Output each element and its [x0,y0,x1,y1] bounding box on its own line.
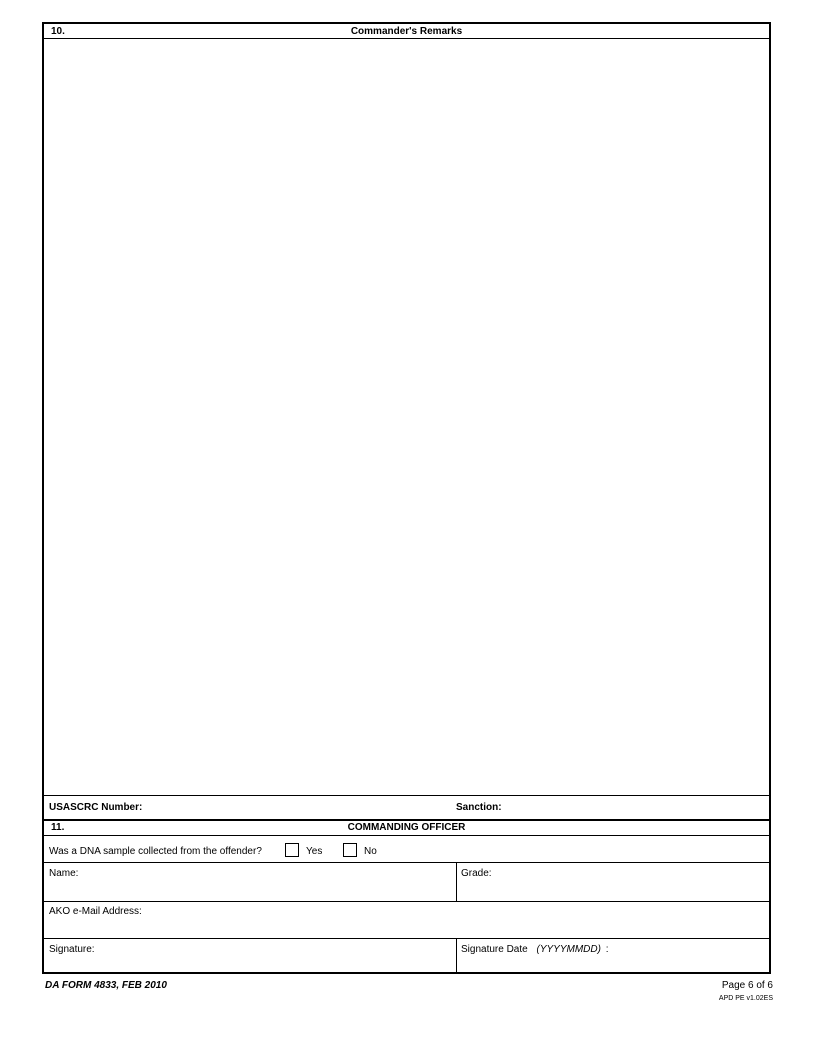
section-11-number: 11. [51,822,65,833]
commanders-remarks-field[interactable] [44,39,769,795]
dna-no-checkbox[interactable] [343,843,357,857]
divider [44,795,769,796]
dna-no-label: No [364,846,377,857]
section-11-header [44,822,769,836]
section-11-title: COMMANDING OFFICER [347,822,466,833]
dna-yes-label: Yes [306,846,323,857]
signature-date-text: Signature Date [461,944,528,955]
divider [456,938,457,974]
dna-question-label: Was a DNA sample collected from the offender? [49,846,262,857]
signature-date-suffix: : [605,944,609,955]
divider [44,835,769,836]
name-label: Name: [49,868,79,879]
divider [44,901,769,902]
ako-email-label: AKO e-Mail Address: [49,906,142,917]
sanction-label: Sanction: [456,802,502,813]
divider [44,862,769,863]
da-form-4833-page [42,22,771,974]
signature-label: Signature: [49,944,95,955]
section-10-number: 10. [51,26,65,37]
divider [456,862,457,901]
grade-label: Grade: [461,868,492,879]
usascrc-number-label: USASCRC Number: [49,802,143,813]
divider [44,819,769,821]
signature-date-format: (YYYYMMDD) [536,944,601,955]
form-identifier: DA FORM 4833, FEB 2010 [45,980,167,991]
divider [44,938,769,939]
dna-yes-checkbox[interactable] [285,843,299,857]
signature-date-label [461,944,609,955]
page-number: Page 6 of 6 [721,980,773,991]
section-10-header [44,24,769,39]
section-10-title: Commander's Remarks [350,26,463,37]
form-version: APD PE v1.02ES [718,995,773,1002]
